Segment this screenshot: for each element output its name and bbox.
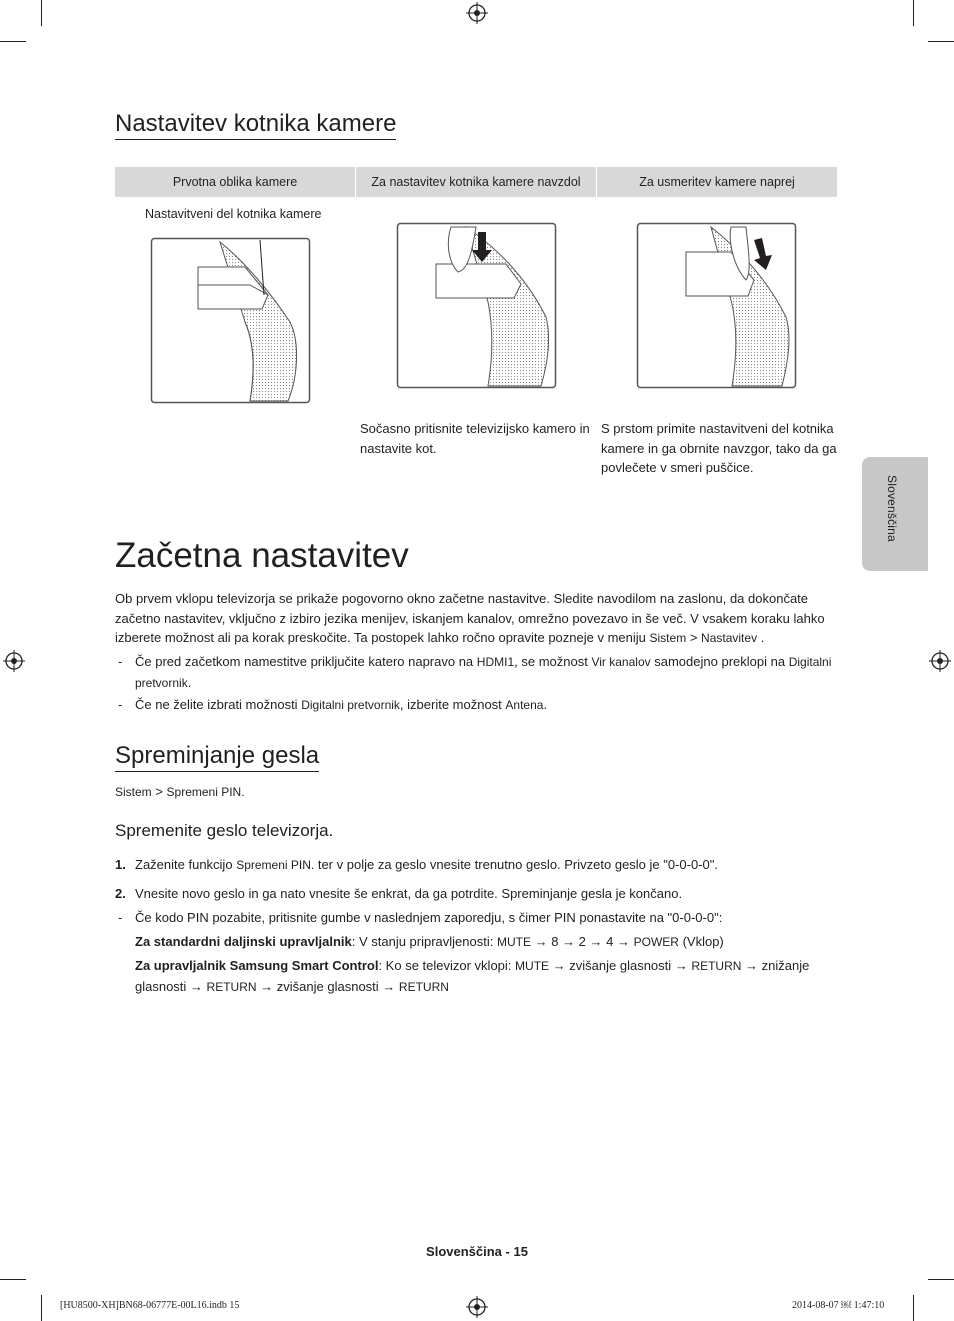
note-dash: - <box>118 910 123 925</box>
registration-mark-icon <box>3 650 25 672</box>
crop-mark <box>928 41 954 42</box>
menu-path-sistem: Sistem <box>649 631 687 645</box>
column-header-original: Prvotna oblika kamere <box>115 167 355 197</box>
section-title-change-password: Spreminjanje gesla <box>115 742 319 772</box>
crop-mark <box>41 0 42 26</box>
page-number: Slovenščina - 15 <box>426 1244 528 1259</box>
registration-mark-icon <box>466 1296 488 1318</box>
crop-mark <box>0 41 26 42</box>
remote-smart-control-sequence: Za upravljalnik Samsung Smart Control: Ko se televizor vklopi: MUTE → zvišanje glasnosti → RETURN → znižanje glasnosti → RETURN → zvišanje glasnosti → RETURN <box>135 958 810 994</box>
crop-mark <box>913 0 914 26</box>
step-number: 2. <box>115 886 126 901</box>
section-title-camera-angle: Nastavitev kotnika kamere <box>115 110 396 140</box>
step-1-text: Zaženite funkcijo Spremeni PIN. ter v polje za geslo vnesite trenutno geslo. Privzeto geslo je "0-0-0-0". <box>135 857 719 872</box>
crop-mark <box>0 1279 26 1280</box>
registration-mark-icon <box>929 650 951 672</box>
step-2-text: Vnesite novo geslo in ga nato vnesite še enkrat, da ga potrdite. Spreminjanje gesla je končano. <box>135 886 683 901</box>
crop-mark <box>913 1295 914 1321</box>
section-title-initial-setup: Začetna nastavitev <box>115 536 409 575</box>
print-slug-file: [HU8500-XH]BN68-06777E-00L16.indb 15 <box>60 1300 240 1311</box>
caption-tilt-forward: S prstom primite nastavitveni del kotnika kamere in ga obrnite navzgor, tako da ga povlečete v smeri puščice. <box>601 421 837 475</box>
note-antenna: Če ne želite izbrati možnosti Digitalni pretvornik, izberite možnost Antena. <box>135 697 548 712</box>
caption-tilt-down: Sočasno pritisnite televizijsko kamero in nastavite kot. <box>360 421 590 456</box>
column-header-down: Za nastavitev kotnika kamere navzdol <box>356 167 596 197</box>
subtitle-change-tv-password: Spremenite geslo televizorja. <box>115 821 334 840</box>
intro-paragraph: Ob prvem vklopu televizorja se prikaže pogovorno okno začetne nastavitve. Sledite navodilom na zaslonu, da dokončate začetno nastavitev, vključno z izbiro jezika menijev, iskanjem kanalov, omrežno povezavo in še več. V vsakem koraku lahko izberete možnost ali pa korak preskočite. Ta postopek lahko ročno opravite pozneje v meniju Sistem > Nastavitev . <box>115 591 825 645</box>
note-dash: - <box>118 654 123 669</box>
print-slug-date: 2014-08-07 ￼ 1:47:10 <box>792 1300 885 1311</box>
camera-original-illustration <box>150 237 312 405</box>
column-header-forward: Za usmeritev kamere naprej <box>597 167 837 197</box>
menu-path: Sistem > Spremeni PIN. <box>115 784 245 799</box>
camera-tilt-down-illustration <box>396 222 558 390</box>
figure-label: Nastavitveni del kotnika kamere <box>145 207 322 221</box>
note-dash: - <box>118 697 123 712</box>
crop-mark <box>41 1295 42 1321</box>
note-forgot-pin: Če kodo PIN pozabite, pritisnite gumbe v naslednjem zaporedju, s čimer PIN ponastavite na "0-0-0-0": <box>135 910 723 925</box>
note-hdmi: Če pred začetkom namestitve priključite katero napravo na HDMI1, se možnost Vir kanalov samodejno preklopi na Digitalni pretvornik. <box>135 654 832 690</box>
camera-tilt-forward-illustration <box>636 222 798 390</box>
crop-mark <box>928 1279 954 1280</box>
side-tab-label: Slovenščina <box>885 475 899 542</box>
remote-standard-sequence: Za standardni daljinski upravljalnik: V stanju pripravljenosti: MUTE → 8 → 2 → 4 → POWER (Vklop) <box>135 934 724 949</box>
menu-path-nastavitev: Nastavitev <box>701 631 758 645</box>
language-side-tab <box>862 457 928 571</box>
step-number: 1. <box>115 857 126 872</box>
registration-mark-icon <box>466 2 488 24</box>
